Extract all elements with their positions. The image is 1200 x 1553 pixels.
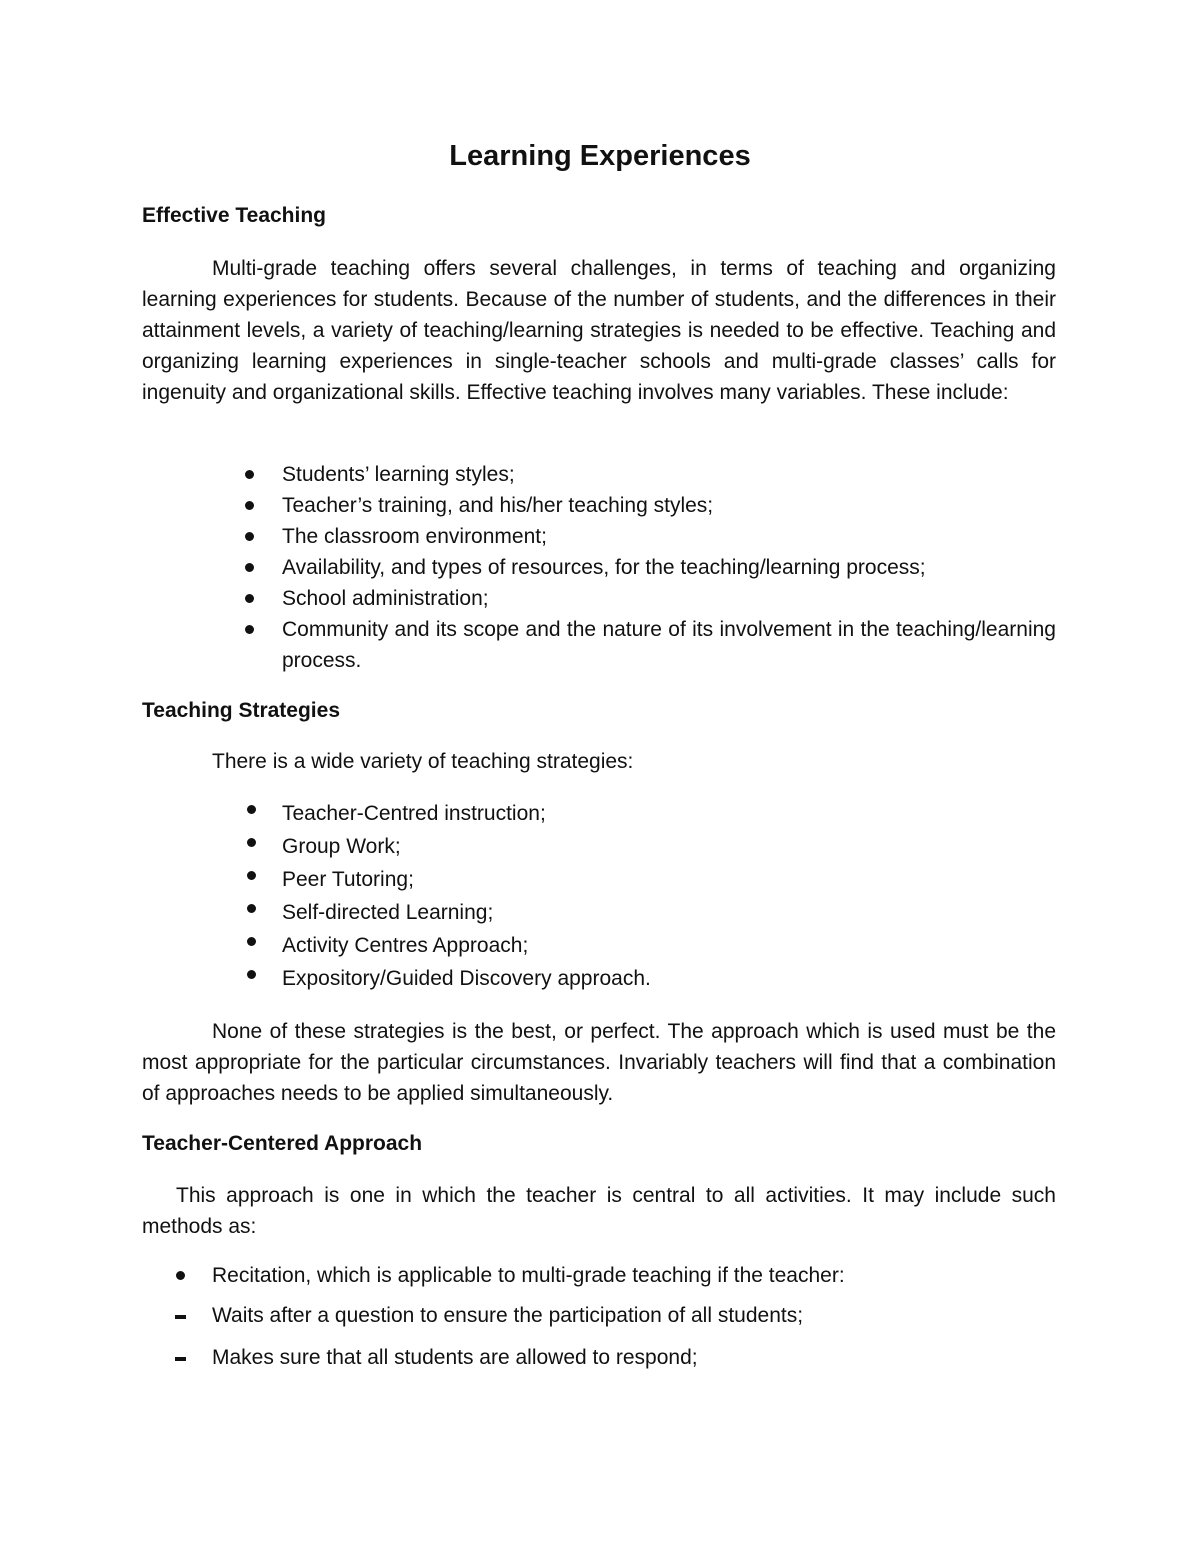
teaching-strategies-closing: None of these strategies is the best, or perfect. The approach which is used must be the most appropriate for the particular circumstances. Invariably teachers will find that a combination of approaches needs to be applied simultaneously. (142, 1020, 1056, 1105)
heading-effective-teaching: Effective Teaching (142, 204, 326, 227)
bullet-icon (247, 937, 256, 946)
bullet-icon (245, 594, 254, 603)
bullet-icon (245, 501, 254, 510)
document-page: Learning Experiences Effective Teaching Multi-grade teaching offers several challenges, in terms of teaching and organizing learning experiences for students. Because of the number of students, and the differences in their attainment levels, a variety of teaching/learning strategies is needed to be effective. Teaching and organizing learning experiences in single-teacher schools and multi-grade classes’ calls for ingenuity and organizational skills. Effective teaching involves many variables. These include: Students’ learning styles; Teacher’s training, and his/her teaching styles; The classroom environment; Availability, and types of resources, for the teaching/learning process; School administration; Community and its scope and the nature of its involvement in the teaching/learning process. Teaching Strategies There is a wide variety of teaching strategies: Teacher-Centred instruction; Group Work; Peer Tutoring; Self-directed Learning; Activity Centres Approach; Expository/Guided Discovery approach. None of these strategies is the best, or perfect. The approach which is used must be the most appropriate for the particular circumstances. Invariably teachers will find that a combination of approaches needs to be applied simultaneously. Teacher-Centered Approach This approach is one in which the teacher is central to all activities. It may include such methods as: Recitation, which is applicable to multi-grade teaching if the teacher: Waits after a question to ensure the participation of all students; Makes sure that all students are allowed to respond; (0, 0, 1200, 1553)
page-title: Learning Experiences (449, 140, 751, 172)
bullet-icon (245, 470, 254, 479)
heading-teaching-strategies: Teaching Strategies (142, 699, 341, 722)
bullet-icon (247, 904, 256, 913)
dash-icon (175, 1315, 186, 1319)
bullet-icon (245, 625, 254, 634)
bullet-icon (247, 970, 256, 979)
bullet-icon (245, 563, 254, 572)
heading-teacher-centered-approach: Teacher-Centered Approach (142, 1132, 423, 1155)
bullet-icon (247, 871, 256, 880)
teacher-centered-paragraph: This approach is one in which the teacher is central to all activities. It may include such methods as: (142, 1184, 1056, 1238)
bullet-icon (176, 1271, 185, 1280)
teaching-strategies-intro: There is a wide variety of teaching strategies: (212, 750, 634, 773)
effective-teaching-paragraph: Multi-grade teaching offers several challenges, in terms of teaching and organizing learning experiences for students. Because of the number of students, and the differences in their attainment levels, a variety of teaching/learning strategies is needed to be effective. Teaching and organizing learning experiences in single-teacher schools and multi-grade classes’ calls for ingenuity and organizational skills. Effective teaching involves many variables. These include: (142, 257, 1056, 404)
bullet-icon (247, 805, 256, 814)
bullet-icon (247, 838, 256, 847)
dash-icon (175, 1357, 186, 1361)
bullet-icon (245, 532, 254, 541)
